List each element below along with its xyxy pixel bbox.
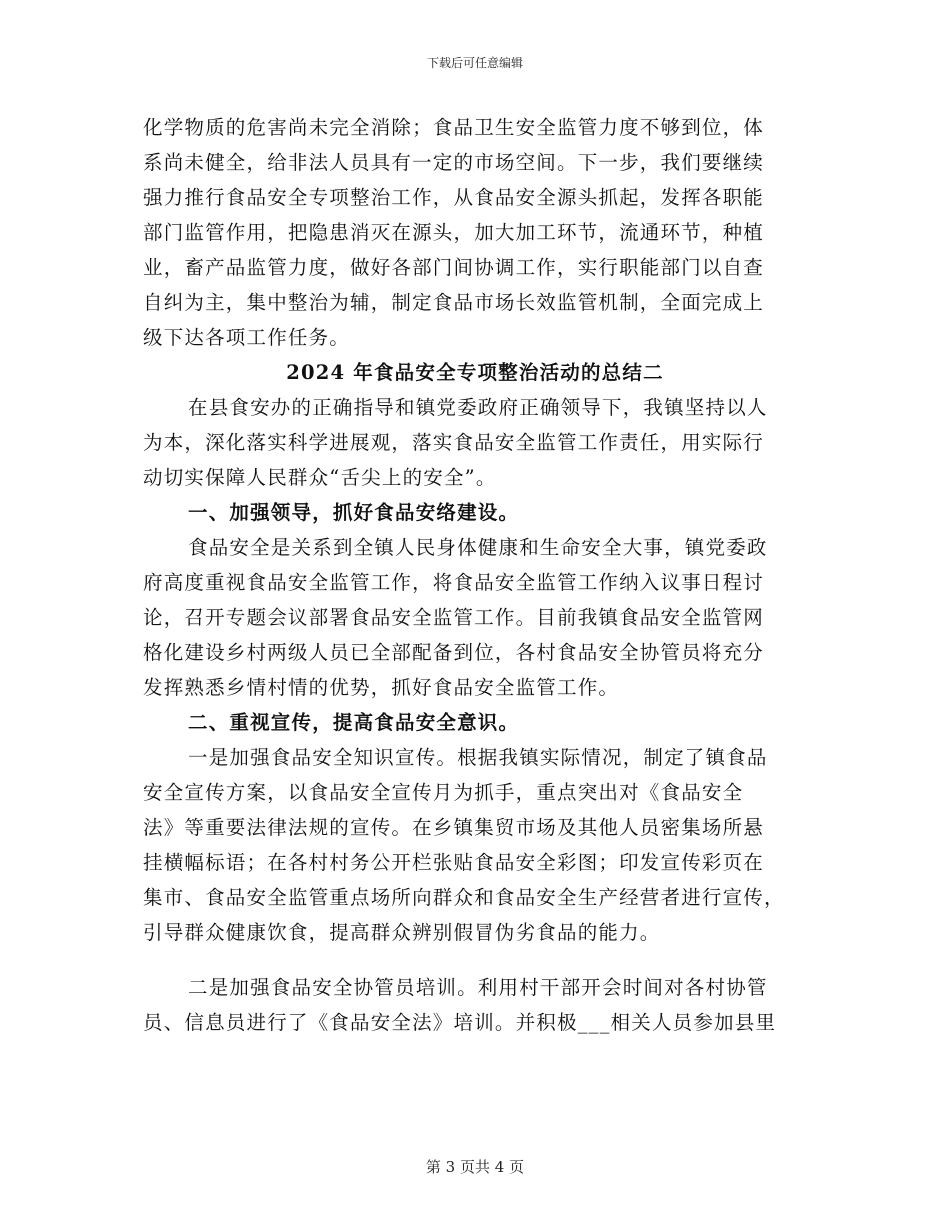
body-line: 在县食安办的正确指导和镇党委政府正确领导下，我镇坚持以人 <box>188 396 768 419</box>
body-line: 挂横幅标语；在各村村务公开栏张贴食品安全彩图；印发宣传彩页在 <box>143 851 765 874</box>
body-line: 格化建设乡村两级人员已全部配备到位，各村食品安全协管员将充分 <box>143 641 765 664</box>
body-line: 系尚未健全，给非法人员具有一定的市场空间。下一步，我们要继续 <box>143 151 765 174</box>
body-line: 一是加强食品安全知识宣传。根据我镇实际情况，制定了镇食品 <box>188 746 768 769</box>
body-line: 食品安全是关系到全镇人民身体健康和生命安全大事，镇党委政 <box>188 536 768 559</box>
body-line: 安全宣传方案，以食品安全宣传月为抓手，重点突出对《食品安全 <box>143 781 744 804</box>
body-line: 引导群众健康饮食，提高群众辨别假冒伪劣食品的能力。 <box>143 921 661 944</box>
body-line: 部门监管作用，把隐患消灭在源头，加大加工环节，流通环节，种植 <box>143 221 765 244</box>
body-line: 发挥熟悉乡情村情的优势，抓好食品安全监管工作。 <box>143 676 620 699</box>
subheading-2: 二、重视宣传，提高食品安全意识。 <box>188 711 520 734</box>
body-line: 自纠为主，集中整治为辅，制定食品市场长效监管机制，全面完成上 <box>143 291 765 314</box>
body-line: 强力推行食品安全专项整治工作，从食品安全源头抓起，发挥各职能 <box>143 186 765 209</box>
page-header: 下载后可任意编辑 <box>426 56 523 70</box>
body-line: 府高度重视食品安全监管工作，将食品安全监管工作纳入议事日程讨 <box>143 571 765 594</box>
body-line: 论，召开专题会议部署食品安全监管工作。目前我镇食品安全监管网 <box>143 606 765 629</box>
section-title: 2024 年食品安全专项整治活动的总结二 <box>286 361 664 384</box>
body-line: 级下达各项工作任务。 <box>143 326 351 349</box>
body-line: 法》等重要法律法规的宣传。在乡镇集贸市场及其他人员密集场所悬 <box>143 816 765 839</box>
body-line: 为本，深化落实科学进展观，落实食品安全监管工作责任，用实际行 <box>143 431 765 454</box>
body-line: 业，畜产品监管力度，做好各部门间协调工作，实行职能部门以自查 <box>143 256 765 279</box>
page-footer: 第 3 页共 4 页 <box>425 1158 525 1176</box>
body-line: 化学物质的危害尚未完全消除；食品卫生安全监管力度不够到位，体 <box>143 116 765 139</box>
body-line: 员、信息员进行了《食品安全法》培训。并积极___相关人员参加县里 <box>143 1011 777 1034</box>
document-body <box>143 110 807 1040</box>
paragraph-gap <box>143 950 807 970</box>
subheading-1: 一、加强领导，抓好食品安络建设。 <box>188 501 520 524</box>
body-line: 二是加强食品安全协管员培训。利用村干部开会时间对各村协管 <box>188 976 768 999</box>
body-line: 动切实保障人民群众“舌尖上的安全”。 <box>143 466 497 489</box>
body-line: 集市、食品安全监管重点场所向群众和食品安全生产经营者进行宣传， <box>143 886 785 909</box>
